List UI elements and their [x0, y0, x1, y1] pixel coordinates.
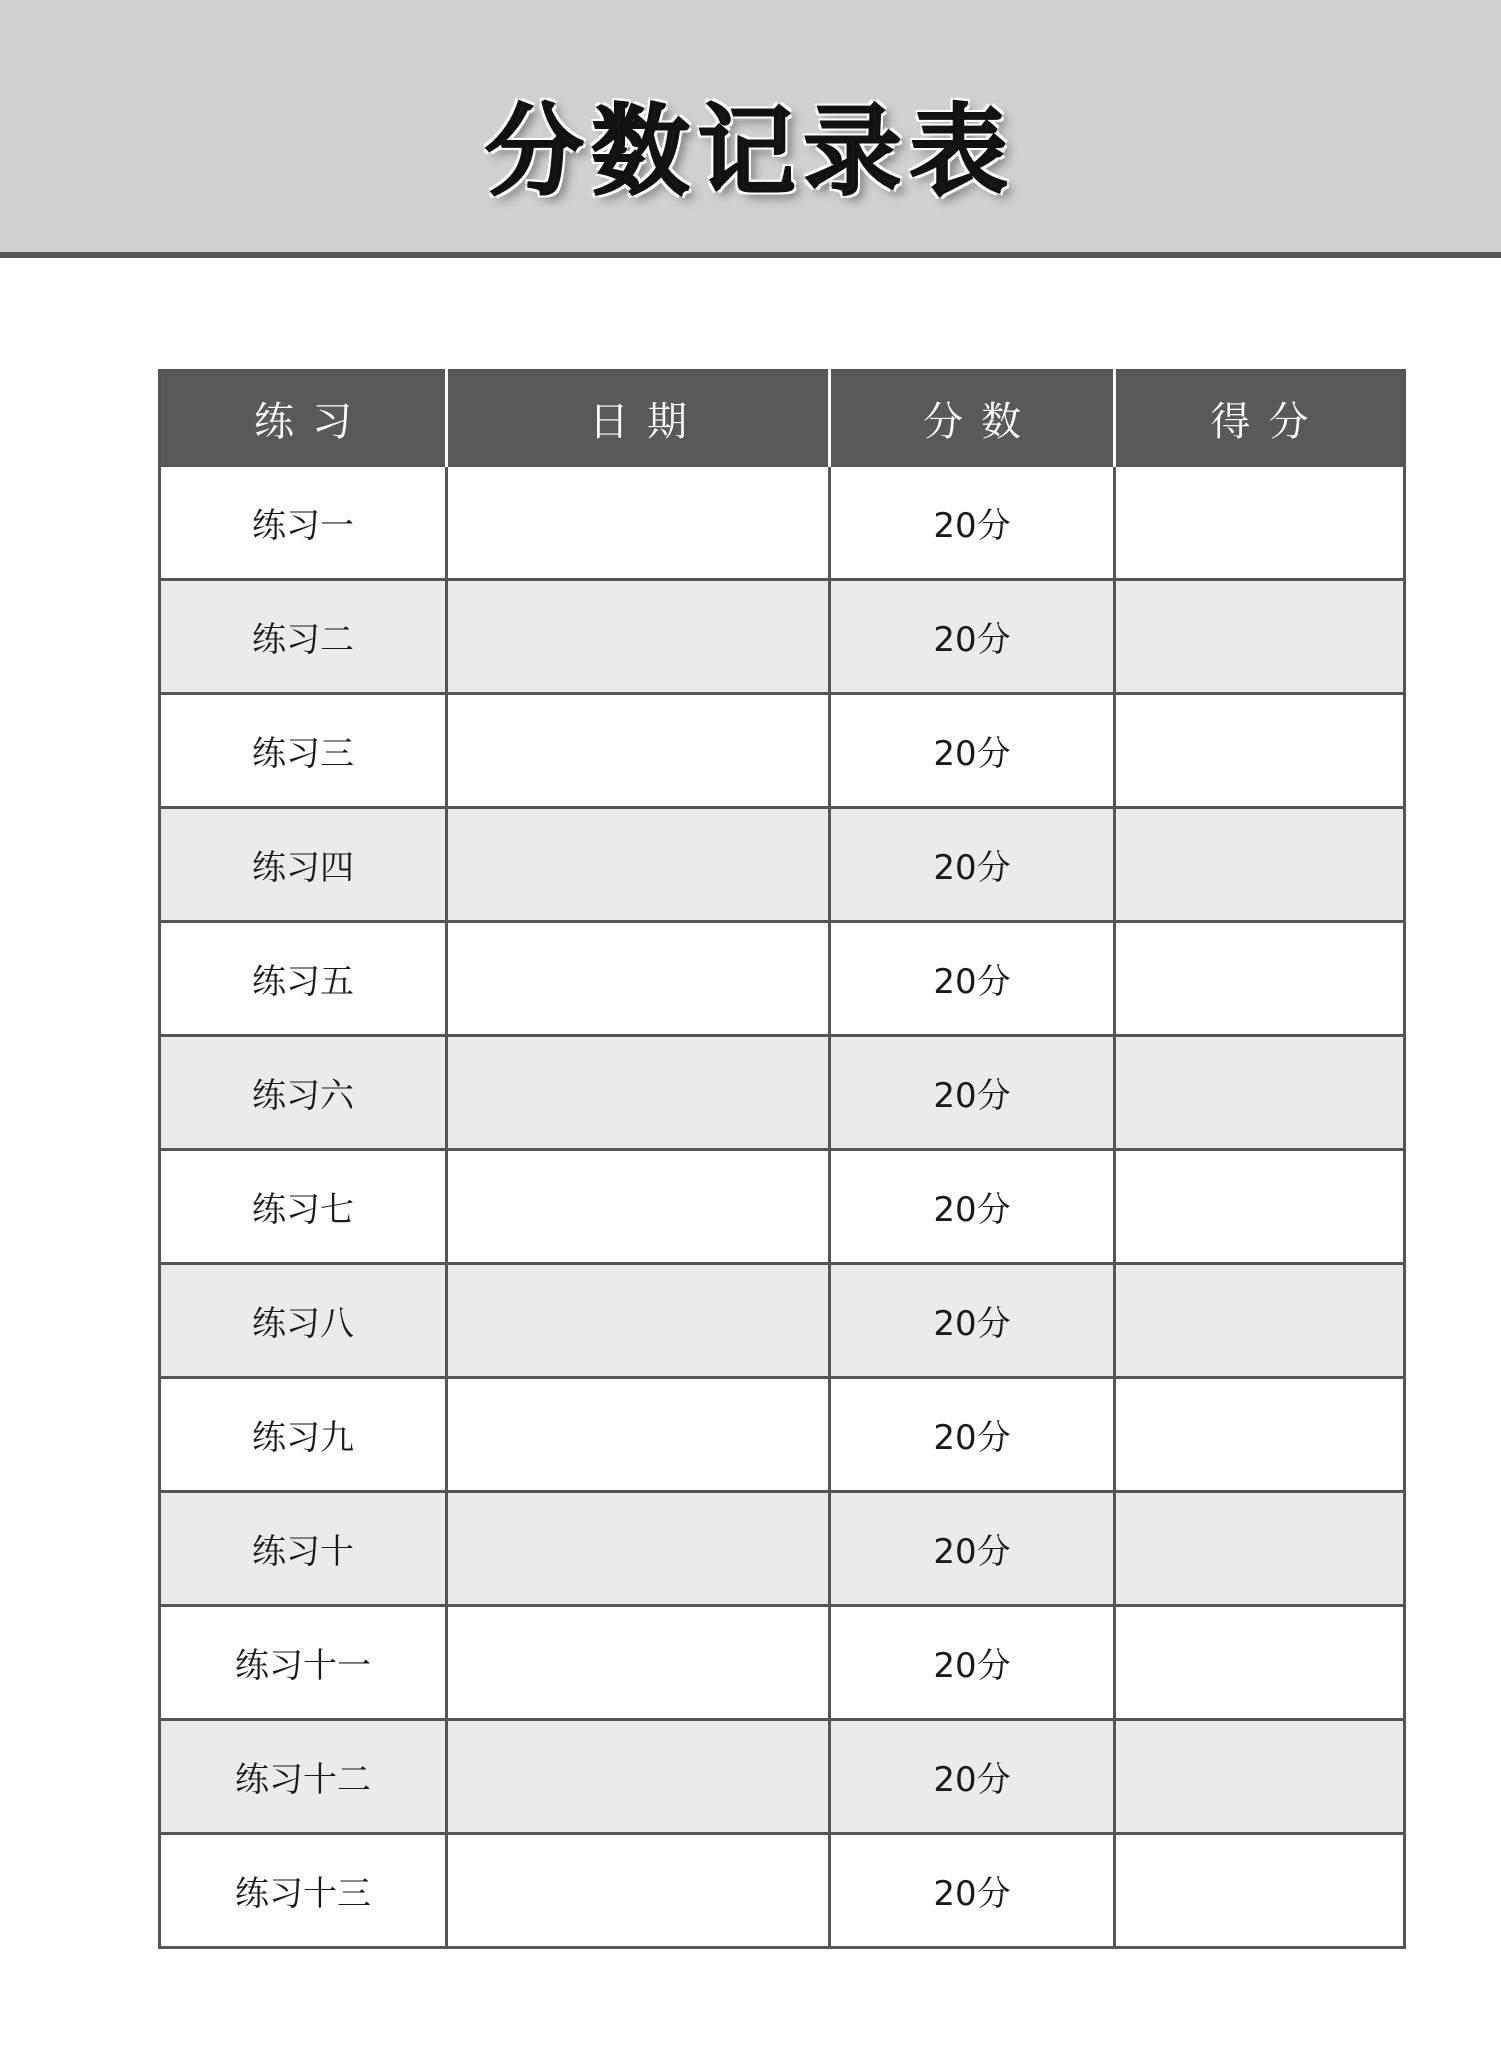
column-header-score: 得分	[1115, 371, 1405, 466]
exercise-cell: 练习十三	[160, 1834, 447, 1948]
date-cell[interactable]	[447, 466, 830, 580]
date-cell[interactable]	[447, 1150, 830, 1264]
table-row	[160, 808, 1405, 922]
full-score-cell: 20分	[830, 466, 1115, 580]
table-header-row	[160, 371, 1405, 466]
table-row	[160, 1036, 1405, 1150]
score-cell[interactable]	[1115, 694, 1405, 808]
column-header-full-score: 分数	[830, 371, 1115, 466]
score-cell[interactable]	[1115, 922, 1405, 1036]
table-row	[160, 1150, 1405, 1264]
table-row	[160, 466, 1405, 580]
full-score-cell: 20分	[830, 808, 1115, 922]
date-cell[interactable]	[447, 1492, 830, 1606]
full-score-cell: 20分	[830, 1720, 1115, 1834]
table-row	[160, 1720, 1405, 1834]
exercise-cell: 练习六	[160, 1036, 447, 1150]
date-cell[interactable]	[447, 922, 830, 1036]
score-cell[interactable]	[1115, 1606, 1405, 1720]
column-header-date: 日期	[447, 371, 830, 466]
full-score-cell: 20分	[830, 694, 1115, 808]
full-score-cell: 20分	[830, 1378, 1115, 1492]
full-score-cell: 20分	[830, 1036, 1115, 1150]
exercise-cell: 练习十一	[160, 1606, 447, 1720]
full-score-cell: 20分	[830, 1150, 1115, 1264]
score-cell[interactable]	[1115, 580, 1405, 694]
date-cell[interactable]	[447, 694, 830, 808]
table-row	[160, 922, 1405, 1036]
table-row	[160, 1492, 1405, 1606]
table-body	[160, 466, 1405, 1948]
score-cell[interactable]	[1115, 1036, 1405, 1150]
exercise-cell: 练习五	[160, 922, 447, 1036]
score-cell[interactable]	[1115, 466, 1405, 580]
date-cell[interactable]	[447, 808, 830, 922]
full-score-cell: 20分	[830, 1492, 1115, 1606]
date-cell[interactable]	[447, 1606, 830, 1720]
exercise-cell: 练习三	[160, 694, 447, 808]
exercise-cell: 练习九	[160, 1378, 447, 1492]
full-score-cell: 20分	[830, 1264, 1115, 1378]
date-cell[interactable]	[447, 1036, 830, 1150]
score-cell[interactable]	[1115, 1720, 1405, 1834]
full-score-cell: 20分	[830, 922, 1115, 1036]
exercise-cell: 练习八	[160, 1264, 447, 1378]
score-record-table	[158, 369, 1406, 1949]
table-row	[160, 1606, 1405, 1720]
full-score-cell: 20分	[830, 1834, 1115, 1948]
score-cell[interactable]	[1115, 1378, 1405, 1492]
score-cell[interactable]	[1115, 1150, 1405, 1264]
table-row	[160, 580, 1405, 694]
date-cell[interactable]	[447, 1264, 830, 1378]
exercise-cell: 练习四	[160, 808, 447, 922]
score-cell[interactable]	[1115, 1264, 1405, 1378]
exercise-cell: 练习七	[160, 1150, 447, 1264]
exercise-cell: 练习十二	[160, 1720, 447, 1834]
exercise-cell: 练习一	[160, 466, 447, 580]
score-cell[interactable]	[1115, 808, 1405, 922]
score-cell[interactable]	[1115, 1834, 1405, 1948]
full-score-cell: 20分	[830, 580, 1115, 694]
date-cell[interactable]	[447, 1378, 830, 1492]
full-score-cell: 20分	[830, 1606, 1115, 1720]
date-cell[interactable]	[447, 1720, 830, 1834]
page-title: 分数记录表	[485, 94, 1016, 209]
date-cell[interactable]	[447, 1834, 830, 1948]
date-cell[interactable]	[447, 580, 830, 694]
table-row	[160, 1378, 1405, 1492]
table-row	[160, 1264, 1405, 1378]
table-row	[160, 1834, 1405, 1948]
column-header-exercise: 练习	[160, 371, 447, 466]
exercise-cell: 练习二	[160, 580, 447, 694]
score-cell[interactable]	[1115, 1492, 1405, 1606]
exercise-cell: 练习十	[160, 1492, 447, 1606]
table-row	[160, 694, 1405, 808]
